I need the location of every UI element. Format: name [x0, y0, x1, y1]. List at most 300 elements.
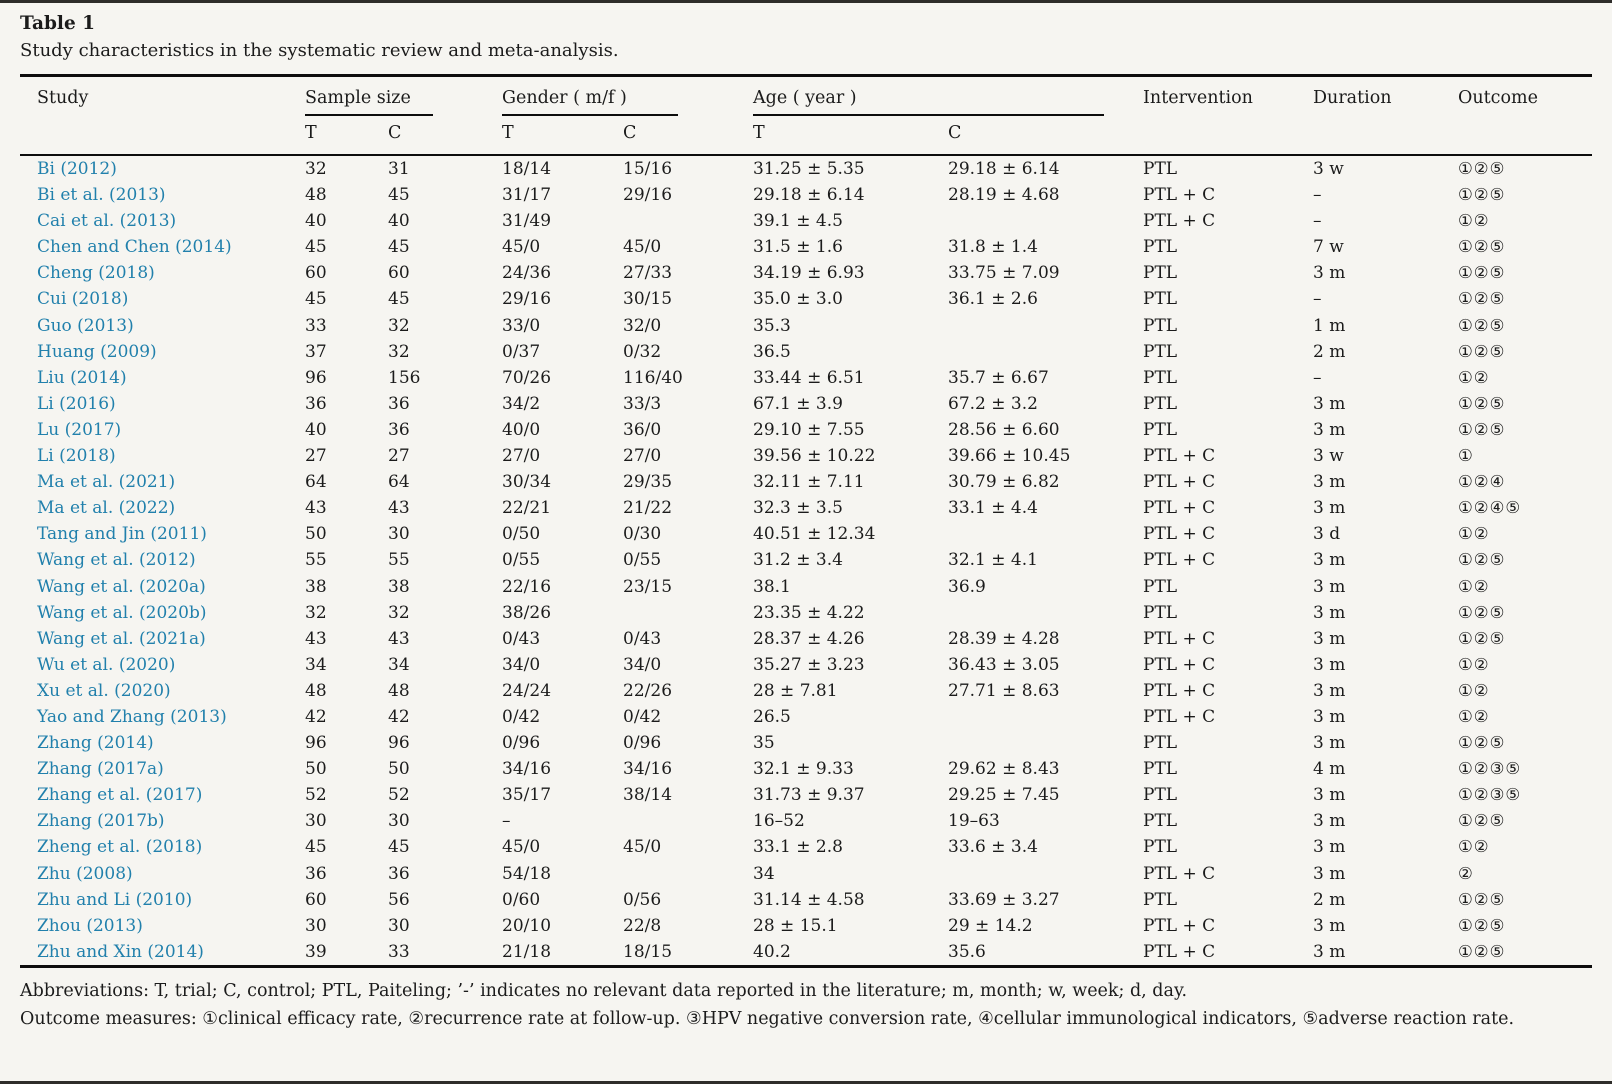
- intervention-cell: PTL: [1143, 237, 1178, 258]
- age-c-cell: 35.7 ± 6.67: [948, 367, 1049, 388]
- subheader-sample-t: T: [305, 123, 317, 143]
- sample-size-t-cell: 36: [305, 863, 327, 884]
- gender-t-cell: 0/60: [502, 889, 541, 910]
- gender-c-cell: 29/16: [623, 185, 673, 206]
- intervention-cell: PTL: [1143, 367, 1178, 388]
- sample-size-t-cell: 27: [305, 446, 327, 467]
- outcome-cell: ②: [1458, 863, 1474, 883]
- age-c-cell: 36.1 ± 2.6: [948, 289, 1038, 310]
- study-citation-link[interactable]: Cai et al. (2013): [37, 211, 177, 232]
- age-c-cell: [948, 730, 1143, 756]
- col-header-outcome: Outcome: [1458, 88, 1538, 108]
- table-title: Table 1: [20, 13, 96, 34]
- sample-size-c-cell: 156: [388, 367, 421, 388]
- age-c-cell: 27.71 ± 8.63: [948, 680, 1060, 701]
- sample-size-c-cell: 36: [388, 393, 410, 414]
- intervention-cell: PTL: [1143, 759, 1178, 780]
- study-citation-link[interactable]: Xu et al. (2020): [37, 680, 171, 701]
- table-row: [20, 913, 1592, 939]
- study-citation-link[interactable]: Li (2018): [37, 446, 116, 467]
- outcome-cell: ①②⑤: [1458, 941, 1506, 961]
- sample-size-t-cell: 48: [305, 185, 327, 206]
- intervention-cell: PTL + C: [1143, 185, 1216, 206]
- age-c-cell: [948, 313, 1143, 339]
- table-caption: Study characteristics in the systematic review and meta-analysis.: [20, 40, 619, 61]
- sample-size-t-cell: 60: [305, 263, 327, 284]
- sample-size-t-cell: 96: [305, 733, 327, 754]
- sample-size-c-cell: 45: [388, 237, 410, 258]
- age-t-cell: 31.5 ± 1.6: [753, 237, 843, 258]
- col-header-study: Study: [37, 88, 89, 108]
- sample-size-c-cell: 43: [388, 628, 410, 649]
- outcome-cell: ①②⑤: [1458, 289, 1506, 309]
- age-c-cell: 28.56 ± 6.60: [948, 419, 1060, 440]
- intervention-cell: PTL + C: [1143, 524, 1216, 545]
- intervention-cell: PTL + C: [1143, 941, 1216, 962]
- gender-t-cell: 22/16: [502, 576, 552, 597]
- gender-c-cell: 0/30: [623, 524, 662, 545]
- outcome-cell: ①②③⑤: [1458, 785, 1522, 805]
- sample-size-t-cell: 42: [305, 706, 327, 727]
- sample-size-t-cell: 45: [305, 237, 327, 258]
- intervention-cell: PTL: [1143, 341, 1178, 362]
- age-t-cell: 39.56 ± 10.22: [753, 446, 876, 467]
- outcome-cell: ①: [1458, 446, 1474, 466]
- outcome-cell: ①②④: [1458, 472, 1506, 492]
- sample-size-c-cell: 45: [388, 289, 410, 310]
- gender-c-cell: 0/56: [623, 889, 662, 910]
- table-row: [20, 286, 1592, 312]
- table-row: [20, 939, 1592, 967]
- gender-t-cell: 0/42: [502, 706, 541, 727]
- study-citation-link[interactable]: Liu (2014): [37, 367, 127, 388]
- table-row: [20, 313, 1592, 339]
- sample-size-c-cell: 45: [388, 185, 410, 206]
- gender-c-cell: 21/22: [623, 498, 673, 519]
- age-t-cell: 38.1: [753, 576, 791, 597]
- age-t-cell: 29.10 ± 7.55: [753, 419, 865, 440]
- gender-c-cell: 0/96: [623, 733, 662, 754]
- table-body: [20, 155, 1592, 966]
- sample-size-c-cell: 60: [388, 263, 410, 284]
- study-citation-link[interactable]: Huang (2009): [37, 341, 157, 362]
- gender-t-cell: 34/2: [502, 393, 541, 414]
- table-row: [20, 339, 1592, 365]
- sample-size-c-cell: 34: [388, 654, 410, 675]
- duration-cell: 3 m: [1313, 393, 1346, 414]
- study-citation-link[interactable]: Tang and Jin (2011): [37, 524, 207, 545]
- sample-size-c-cell: 30: [388, 524, 410, 545]
- sample-size-c-cell: 50: [388, 759, 410, 780]
- table-footnotes: [20, 977, 1592, 1034]
- gender-t-cell: 31/49: [502, 211, 552, 232]
- outcome-cell: ①②⑤: [1458, 315, 1506, 335]
- intervention-cell: PTL + C: [1143, 628, 1216, 649]
- duration-cell: –: [1313, 289, 1322, 310]
- outcome-cell: ①②: [1458, 837, 1490, 857]
- study-citation-link[interactable]: Li (2016): [37, 393, 116, 414]
- outcome-cell: ①②④⑤: [1458, 498, 1522, 518]
- study-citation-link[interactable]: Ma et al. (2021): [37, 472, 176, 493]
- gender-t-cell: 70/26: [502, 367, 552, 388]
- gender-t-cell: 0/55: [502, 550, 541, 571]
- duration-cell: 3 d: [1313, 524, 1341, 545]
- duration-cell: 3 m: [1313, 915, 1346, 936]
- gender-c-cell: 34/16: [623, 759, 673, 780]
- gender-c-cell: 34/0: [623, 654, 662, 675]
- age-t-cell: 28 ± 7.81: [753, 680, 838, 701]
- outcome-cell: ①②⑤: [1458, 811, 1506, 831]
- study-citation-link[interactable]: Zheng et al. (2018): [37, 837, 203, 858]
- study-citation-link[interactable]: Wang et al. (2012): [37, 550, 196, 571]
- table-row: [20, 834, 1592, 860]
- outcome-cell: ①②: [1458, 524, 1490, 544]
- duration-cell: 1 m: [1313, 315, 1346, 336]
- sample-size-c-cell: 55: [388, 550, 410, 571]
- sample-size-t-cell: 50: [305, 759, 327, 780]
- duration-cell: 2 m: [1313, 889, 1346, 910]
- study-citation-link[interactable]: Wang et al. (2021a): [37, 628, 206, 649]
- study-citation-link[interactable]: Bi (2012): [37, 159, 117, 179]
- duration-cell: 3 m: [1313, 654, 1346, 675]
- table-row: [20, 155, 1592, 182]
- duration-cell: 3 m: [1313, 576, 1346, 597]
- sample-size-c-cell: 30: [388, 915, 410, 936]
- study-citation-link[interactable]: Bi et al. (2013): [37, 185, 166, 206]
- study-citation-link[interactable]: Zhang (2017a): [37, 759, 164, 780]
- study-citation-link[interactable]: Zhu and Xin (2014): [37, 941, 204, 962]
- intervention-cell: PTL: [1143, 837, 1178, 858]
- table-row: [20, 234, 1592, 260]
- duration-cell: 3 m: [1313, 680, 1346, 701]
- sample-size-c-cell: 30: [388, 811, 410, 832]
- gender-c-cell: 0/32: [623, 341, 662, 362]
- table-row: [20, 469, 1592, 495]
- sample-size-t-cell: 39: [305, 941, 327, 962]
- duration-cell: 3 m: [1313, 550, 1346, 571]
- table-row: [20, 808, 1592, 834]
- table-row: [20, 208, 1592, 234]
- sample-size-t-cell: 30: [305, 915, 327, 936]
- intervention-cell: PTL + C: [1143, 654, 1216, 675]
- age-t-cell: 35.0 ± 3.0: [753, 289, 843, 310]
- age-t-cell: 33.44 ± 6.51: [753, 367, 865, 388]
- col-header-sample-size: Sample size: [305, 76, 502, 117]
- intervention-cell: PTL + C: [1143, 472, 1216, 493]
- sample-size-c-cell: 38: [388, 576, 410, 597]
- study-citation-link[interactable]: Lu (2017): [37, 419, 122, 440]
- duration-cell: 3 m: [1313, 628, 1346, 649]
- study-citation-link[interactable]: Guo (2013): [37, 315, 134, 336]
- gender-t-cell: 40/0: [502, 419, 541, 440]
- outcome-cell: ①②⑤: [1458, 915, 1506, 935]
- table-row: [20, 443, 1592, 469]
- age-c-cell: 33.1 ± 4.4: [948, 498, 1038, 519]
- gender-c-cell: [623, 808, 753, 834]
- sample-size-t-cell: 34: [305, 654, 327, 675]
- duration-cell: 3 m: [1313, 941, 1346, 962]
- outcome-cell: ①②⑤: [1458, 393, 1506, 413]
- study-citation-link[interactable]: Zhu (2008): [37, 863, 133, 884]
- sample-size-t-cell: 64: [305, 472, 327, 493]
- intervention-cell: PTL + C: [1143, 915, 1216, 936]
- sample-size-c-cell: 32: [388, 602, 410, 623]
- gender-t-cell: 0/37: [502, 341, 541, 362]
- age-c-cell: 29.25 ± 7.45: [948, 785, 1060, 806]
- subheader-gender-t: T: [502, 123, 514, 143]
- table-row: [20, 600, 1592, 626]
- age-t-cell: 35.3: [753, 315, 791, 336]
- col-header-gender: Gender ( m/f ): [502, 76, 753, 117]
- intervention-cell: PTL: [1143, 889, 1178, 910]
- age-c-cell: 29.62 ± 8.43: [948, 759, 1060, 780]
- intervention-cell: PTL: [1143, 315, 1178, 336]
- outcome-cell: ①②⑤: [1458, 159, 1506, 178]
- gender-t-cell: 33/0: [502, 315, 541, 336]
- gender-t-cell: 45/0: [502, 837, 541, 858]
- gender-c-cell: 22/26: [623, 680, 673, 701]
- age-t-cell: 40.2: [753, 941, 791, 962]
- duration-cell: 3 m: [1313, 811, 1346, 832]
- table-row: [20, 652, 1592, 678]
- age-c-cell: 32.1 ± 4.1: [948, 550, 1038, 571]
- outcome-cell: ①②⑤: [1458, 733, 1506, 753]
- age-t-cell: 29.18 ± 6.14: [753, 185, 865, 206]
- intervention-cell: PTL + C: [1143, 550, 1216, 571]
- age-c-cell: 33.75 ± 7.09: [948, 263, 1060, 284]
- duration-cell: 3 w: [1313, 446, 1344, 467]
- gender-c-cell: 0/42: [623, 706, 662, 727]
- outcome-measures-note: Outcome measures: ①clinical efficacy rate, ②recurrence rate at follow-up. ③HPV negative conversion rate, ④cellular immunological indicators, ⑤adverse reaction rate.: [20, 1009, 1515, 1030]
- age-c-cell: 29.18 ± 6.14: [948, 159, 1060, 179]
- age-c-cell: 67.2 ± 3.2: [948, 393, 1038, 414]
- intervention-cell: PTL: [1143, 289, 1178, 310]
- study-citation-link[interactable]: Zhu and Li (2010): [37, 889, 193, 910]
- table-row: [20, 260, 1592, 286]
- sample-size-t-cell: 50: [305, 524, 327, 545]
- study-citation-link[interactable]: Yao and Zhang (2013): [37, 706, 227, 727]
- gender-c-cell: 23/15: [623, 576, 673, 597]
- intervention-cell: PTL: [1143, 393, 1178, 414]
- gender-t-cell: 34/0: [502, 654, 541, 675]
- sample-size-t-cell: 32: [305, 159, 327, 179]
- age-c-cell: 31.8 ± 1.4: [948, 237, 1038, 258]
- sample-size-c-cell: 64: [388, 472, 410, 493]
- table-row: [20, 391, 1592, 417]
- intervention-cell: PTL + C: [1143, 498, 1216, 519]
- gender-t-cell: 0/50: [502, 524, 541, 545]
- outcome-cell: ①②③⑤: [1458, 759, 1522, 779]
- intervention-cell: PTL: [1143, 576, 1178, 597]
- gender-t-cell: 20/10: [502, 915, 552, 936]
- intervention-cell: PTL + C: [1143, 706, 1216, 727]
- study-citation-link[interactable]: Wang et al. (2020a): [37, 576, 206, 597]
- sample-size-t-cell: 40: [305, 211, 327, 232]
- study-citation-link[interactable]: Wu et al. (2020): [37, 654, 176, 675]
- sample-size-c-cell: 36: [388, 419, 410, 440]
- subheader-gender-c: C: [623, 123, 637, 143]
- duration-cell: 3 m: [1313, 263, 1346, 284]
- table-row: [20, 365, 1592, 391]
- sample-size-t-cell: 48: [305, 680, 327, 701]
- gender-t-cell: 24/36: [502, 263, 552, 284]
- abbreviations-note: Abbreviations: T, trial; C, control; PTL, Paiteling; ’-’ indicates no relevant data reported in the literature; m, month; w, week; d, day.: [20, 980, 1188, 1001]
- table-row: [20, 574, 1592, 600]
- intervention-cell: PTL: [1143, 602, 1178, 623]
- study-citation-link[interactable]: Ma et al. (2022): [37, 498, 176, 519]
- age-c-cell: [948, 208, 1143, 234]
- gender-c-cell: 45/0: [623, 237, 662, 258]
- study-citation-link[interactable]: Wang et al. (2020b): [37, 602, 207, 623]
- sample-size-c-cell: 45: [388, 837, 410, 858]
- age-c-cell: [948, 521, 1143, 547]
- sample-size-c-cell: 31: [388, 159, 410, 179]
- gender-t-cell: –: [502, 811, 511, 832]
- duration-cell: –: [1313, 185, 1322, 206]
- age-c-cell: 33.6 ± 3.4: [948, 837, 1038, 858]
- gender-c-cell: [623, 600, 753, 626]
- outcome-cell: ①②⑤: [1458, 263, 1506, 283]
- outcome-cell: ①②: [1458, 367, 1490, 387]
- table-row: [20, 782, 1592, 808]
- age-t-cell: 36.5: [753, 341, 791, 362]
- age-c-cell: [948, 861, 1143, 887]
- gender-c-cell: 116/40: [623, 367, 683, 388]
- gender-c-cell: 45/0: [623, 837, 662, 858]
- outcome-cell: ①②⑤: [1458, 419, 1506, 439]
- gender-t-cell: 35/17: [502, 785, 552, 806]
- gender-c-cell: 27/33: [623, 263, 673, 284]
- age-t-cell: 35: [753, 733, 775, 754]
- table-row: [20, 495, 1592, 521]
- page-top-border: [0, 0, 1612, 3]
- gender-c-cell: 22/8: [623, 915, 662, 936]
- gender-t-cell: 0/43: [502, 628, 541, 649]
- intervention-cell: PTL + C: [1143, 680, 1216, 701]
- gender-c-cell: 0/55: [623, 550, 662, 571]
- sample-size-t-cell: 38: [305, 576, 327, 597]
- intervention-cell: PTL: [1143, 419, 1178, 440]
- duration-cell: 3 m: [1313, 733, 1346, 754]
- age-c-cell: 36.9: [948, 576, 986, 597]
- age-c-cell: 33.69 ± 3.27: [948, 889, 1060, 910]
- sample-size-t-cell: 45: [305, 289, 327, 310]
- gender-c-cell: 32/0: [623, 315, 662, 336]
- outcome-cell: ①②⑤: [1458, 602, 1506, 622]
- gender-c-cell: [623, 861, 753, 887]
- sample-size-t-cell: 43: [305, 498, 327, 519]
- sample-size-t-cell: 30: [305, 811, 327, 832]
- age-t-cell: 34.19 ± 6.93: [753, 263, 865, 284]
- gender-t-cell: 30/34: [502, 472, 552, 493]
- age-c-cell: 39.66 ± 10.45: [948, 446, 1071, 467]
- age-c-cell: [948, 339, 1143, 365]
- outcome-cell: ①②⑤: [1458, 237, 1506, 257]
- table-row: [20, 756, 1592, 782]
- duration-cell: 3 m: [1313, 863, 1346, 884]
- gender-t-cell: 54/18: [502, 863, 552, 884]
- table-row: [20, 182, 1592, 208]
- table-row: [20, 417, 1592, 443]
- sample-size-c-cell: 43: [388, 498, 410, 519]
- intervention-cell: PTL + C: [1143, 863, 1216, 884]
- table-row: [20, 521, 1592, 547]
- gender-t-cell: 22/21: [502, 498, 552, 519]
- age-c-cell: 30.79 ± 6.82: [948, 472, 1060, 493]
- intervention-cell: PTL: [1143, 159, 1178, 179]
- study-citation-link[interactable]: Zhou (2013): [37, 915, 143, 936]
- gender-t-cell: 45/0: [502, 237, 541, 258]
- sample-size-c-cell: 32: [388, 341, 410, 362]
- outcome-cell: ①②⑤: [1458, 185, 1506, 205]
- study-citation-link[interactable]: Cheng (2018): [37, 263, 155, 284]
- intervention-cell: PTL: [1143, 811, 1178, 832]
- age-c-cell: 28.19 ± 4.68: [948, 185, 1060, 206]
- sample-size-c-cell: 48: [388, 680, 410, 701]
- sample-size-c-cell: 32: [388, 315, 410, 336]
- gender-c-cell: 15/16: [623, 159, 673, 179]
- table-row: [20, 730, 1592, 756]
- sample-size-c-cell: 42: [388, 706, 410, 727]
- gender-c-cell: 18/15: [623, 941, 673, 962]
- age-t-cell: 32.3 ± 3.5: [753, 498, 843, 519]
- outcome-cell: ①②: [1458, 680, 1490, 700]
- age-t-cell: 28.37 ± 4.26: [753, 628, 865, 649]
- duration-cell: 3 m: [1313, 785, 1346, 806]
- intervention-cell: PTL: [1143, 263, 1178, 284]
- sample-size-t-cell: 55: [305, 550, 327, 571]
- sample-size-t-cell: 45: [305, 837, 327, 858]
- study-citation-link[interactable]: Zhang et al. (2017): [37, 785, 203, 806]
- sample-size-t-cell: 60: [305, 889, 327, 910]
- table-row: [20, 547, 1592, 573]
- duration-cell: 3 w: [1313, 159, 1344, 179]
- age-t-cell: 34: [753, 863, 775, 884]
- duration-cell: 3 m: [1313, 472, 1346, 493]
- duration-cell: 3 m: [1313, 602, 1346, 623]
- gender-t-cell: 34/16: [502, 759, 552, 780]
- study-citation-link[interactable]: Chen and Chen (2014): [37, 237, 232, 258]
- outcome-cell: ①②: [1458, 706, 1490, 726]
- intervention-cell: PTL: [1143, 785, 1178, 806]
- study-citation-link[interactable]: Zhang (2014): [37, 733, 154, 754]
- duration-cell: 7 w: [1313, 237, 1344, 258]
- duration-cell: 3 m: [1313, 419, 1346, 440]
- age-c-cell: 19–63: [948, 811, 1000, 832]
- table-row: [20, 887, 1592, 913]
- outcome-cell: ①②⑤: [1458, 341, 1506, 361]
- duration-cell: 3 m: [1313, 498, 1346, 519]
- outcome-cell: ①②⑤: [1458, 628, 1506, 648]
- age-t-cell: 40.51 ± 12.34: [753, 524, 876, 545]
- study-citation-link[interactable]: Zhang (2017b): [37, 811, 165, 832]
- age-t-cell: 39.1 ± 4.5: [753, 211, 843, 232]
- subheader-age-c: C: [948, 123, 962, 143]
- study-citation-link[interactable]: Cui (2018): [37, 289, 129, 310]
- duration-cell: 2 m: [1313, 341, 1346, 362]
- gender-c-cell: 27/0: [623, 446, 662, 467]
- outcome-cell: ①②: [1458, 576, 1490, 596]
- age-t-cell: 31.73 ± 9.37: [753, 785, 865, 806]
- table-row: [20, 678, 1592, 704]
- table-row: [20, 626, 1592, 652]
- duration-cell: –: [1313, 211, 1322, 232]
- age-c-cell: 28.39 ± 4.28: [948, 628, 1060, 649]
- intervention-cell: PTL + C: [1143, 446, 1216, 467]
- duration-cell: 4 m: [1313, 759, 1346, 780]
- age-t-cell: 28 ± 15.1: [753, 915, 838, 936]
- sample-size-c-cell: 33: [388, 941, 410, 962]
